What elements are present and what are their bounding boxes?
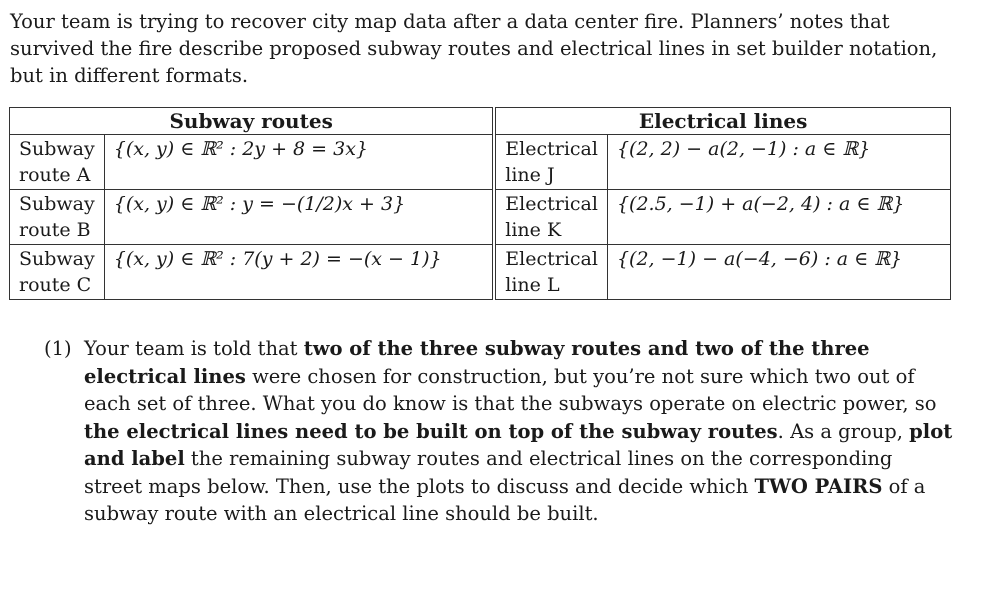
question-number: (1) [44, 337, 72, 360]
question-bold-part: the electrical lines need to be built on top of the subway routes [84, 419, 778, 443]
question-bold-part: plot and label [84, 419, 953, 470]
question-1 [44, 335, 954, 528]
subway-route-c-name: Subway route C [10, 245, 105, 300]
electrical-line-k-set: {(2.5, −1) + a(−2, 4) : a ∈ ℝ} [607, 190, 950, 245]
table-row [10, 135, 951, 190]
electrical-line-j-set: {(2, 2) − a(2, −1) : a ∈ ℝ} [607, 135, 950, 190]
table-row [10, 245, 951, 300]
electrical-line-l-set: {(2, −1) − a(−4, −6) : a ∈ ℝ} [607, 245, 950, 300]
subway-route-b-name: Subway route B [10, 190, 105, 245]
electrical-line-j-name: Electrical line J [494, 135, 607, 190]
question-bold-part: TWO PAIRS [754, 474, 883, 498]
table-row [10, 190, 951, 245]
subway-route-b-set: {(x, y) ∈ ℝ² : y = −(1/2)x + 3} [104, 190, 494, 245]
electrical-line-k-name: Electrical line K [494, 190, 607, 245]
electrical-lines-header: Electrical lines [494, 108, 950, 135]
subway-route-a-name: Subway route A [10, 135, 105, 190]
set-notation-table [9, 107, 951, 300]
question-text-part: of a subway route with an electrical line should be built. [84, 474, 926, 525]
question-text [84, 335, 954, 528]
subway-route-c-set: {(x, y) ∈ ℝ² : 7(y + 2) = −(x − 1)} [104, 245, 494, 300]
question-text-part: . As a group, [777, 419, 910, 443]
electrical-line-l-name: Electrical line L [494, 245, 607, 300]
subway-route-a-set: {(x, y) ∈ ℝ² : 2y + 8 = 3x} [104, 135, 494, 190]
question-text-part: the remaining subway routes and electrical lines on the corresponding street maps below. Then, use the plots to discuss and decide which [84, 447, 893, 498]
question-bold-part: two of the three subway routes and two of the three electrical lines [84, 337, 870, 388]
question-text-part: were chosen for construction, but you’re not sure which two out of each set of three. What you do know is that the subways operate on electric power, so [84, 364, 937, 415]
intro-paragraph: Your team is trying to recover city map data after a data center fire. Planners’ notes that survived the fire describe proposed subway routes and electrical lines in set builder notation, but in different formats. [10, 10, 938, 87]
table-header-row [10, 108, 951, 135]
subway-routes-header: Subway routes [10, 108, 495, 135]
question-text-part: Your team is told that [84, 337, 304, 360]
